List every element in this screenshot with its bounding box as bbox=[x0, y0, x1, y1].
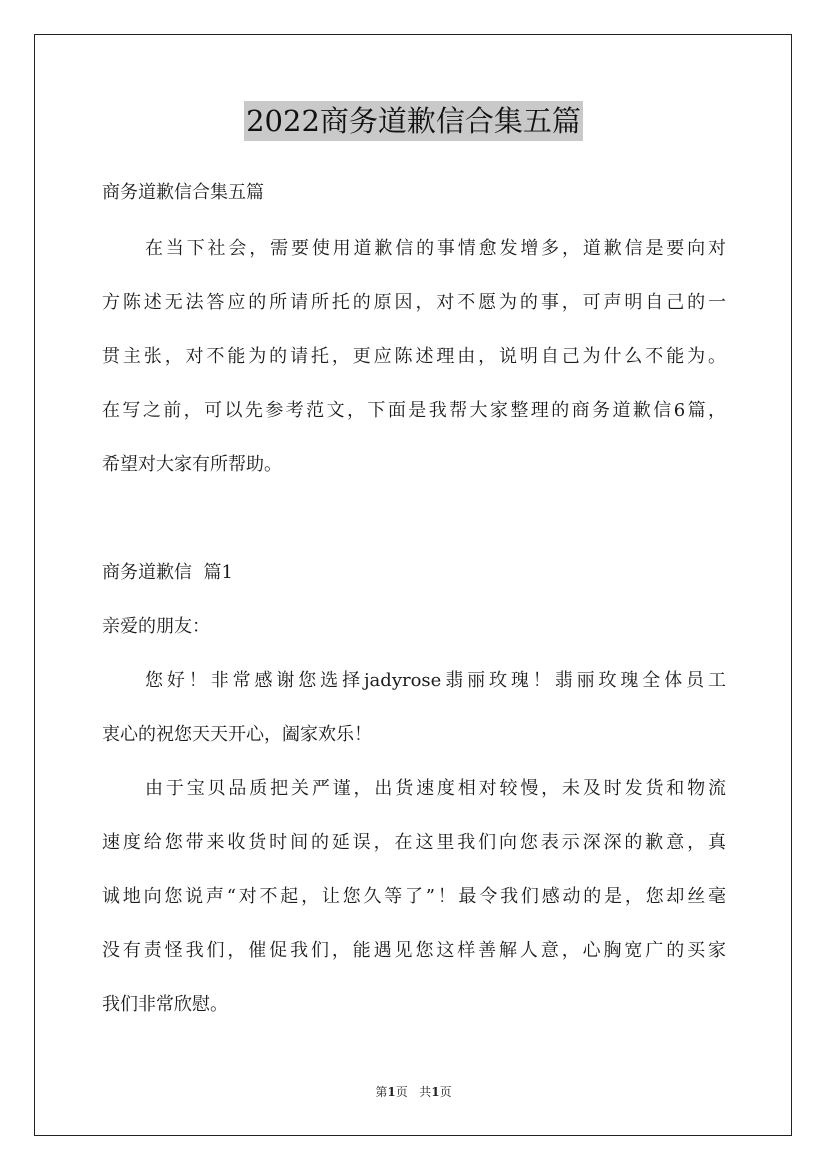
footer-label-pre: 第 bbox=[375, 1085, 388, 1099]
section-heading: 商务道歉信 篇1 bbox=[102, 562, 233, 583]
para2-line-1: 由于宝贝品质把关严谨，出货速度相对较慢，未及时发货和物流 bbox=[145, 778, 726, 799]
footer-label-mid: 页 共 bbox=[395, 1085, 432, 1099]
page-footer bbox=[0, 1084, 827, 1100]
para1-line-1: 您好！非常感谢您选择jadyrose翡丽玫瑰！翡丽玫瑰全体员工 bbox=[145, 670, 726, 691]
para2-line-2: 速度给您带来收货时间的延误，在这里我们向您表示深深的歉意，真 bbox=[102, 832, 726, 853]
para2-line-5: 我们非常欣慰。 bbox=[102, 994, 228, 1015]
intro-line-4: 在写之前，可以先参考范文，下面是我帮大家整理的商务道歉信6篇， bbox=[102, 400, 726, 421]
salutation: 亲爱的朋友： bbox=[102, 616, 210, 637]
title-wrap bbox=[0, 101, 827, 141]
footer-page-total: 1 bbox=[431, 1085, 440, 1099]
document-title: 2022商务道歉信合集五篇 bbox=[244, 101, 583, 141]
footer-page-number: 1 bbox=[387, 1085, 396, 1099]
intro-line-2: 方陈述无法答应的所请所托的原因，对不愿为的事，可声明自己的一 bbox=[102, 292, 726, 313]
document-subtitle: 商务道歉信合集五篇 bbox=[102, 182, 264, 203]
footer-label-post: 页 bbox=[439, 1085, 452, 1099]
intro-line-3: 贯主张，对不能为的请托，更应陈述理由，说明自己为什么不能为。 bbox=[102, 346, 726, 367]
para2-line-3: 诚地向您说声“对不起，让您久等了”！最令我们感动的是，您却丝毫 bbox=[102, 886, 726, 907]
intro-line-1: 在当下社会，需要使用道歉信的事情愈发增多，道歉信是要向对 bbox=[145, 238, 726, 259]
para2-line-4: 没有责怪我们，催促我们，能遇见您这样善解人意，心胸宽广的买家 bbox=[102, 940, 726, 961]
intro-line-5: 希望对大家有所帮助。 bbox=[102, 454, 282, 475]
para1-line-2: 衷心的祝您天天开心，阖家欢乐！ bbox=[102, 724, 372, 745]
